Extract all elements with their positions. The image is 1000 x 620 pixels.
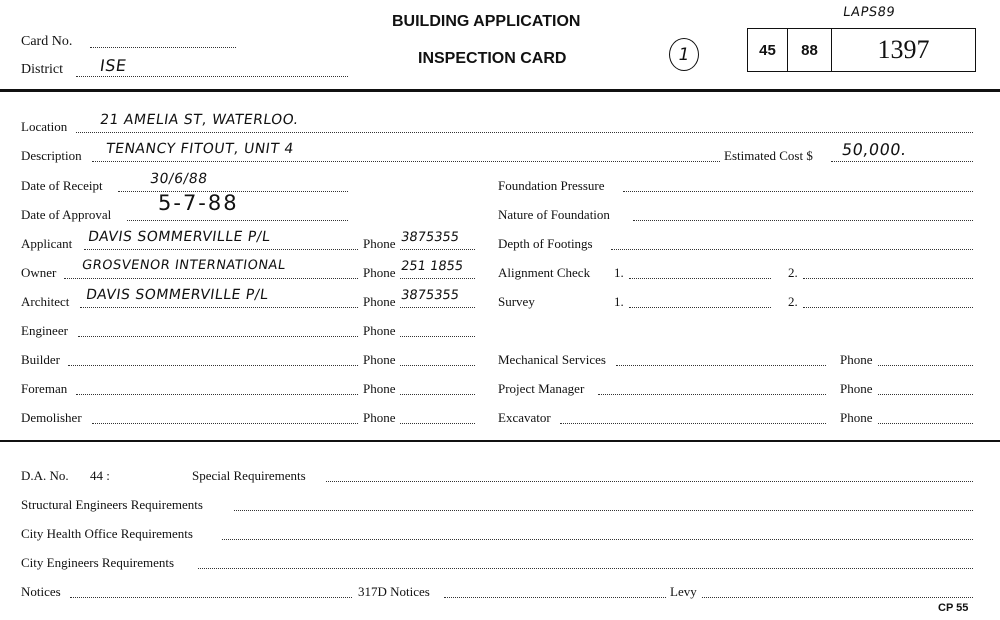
date-of-receipt-label: Date of Receipt: [21, 178, 103, 193]
mechanical-services-field[interactable]: [616, 365, 826, 366]
form-code: CP 55: [938, 602, 969, 614]
owner-field[interactable]: [64, 278, 358, 279]
owner-phone-field[interactable]: [400, 278, 475, 279]
owner-phone-label: Phone: [363, 265, 396, 280]
applicant-phone-field[interactable]: [400, 249, 475, 250]
section-divider: [0, 440, 1000, 442]
engineer-label: Engineer: [21, 323, 68, 338]
owner-label: Owner: [21, 265, 57, 280]
city-engineers-label: City Engineers Requirements: [21, 555, 175, 570]
circled-number: [669, 38, 699, 71]
depth-of-footings-label: Depth of Footings: [498, 236, 593, 251]
project-manager-field[interactable]: [598, 394, 826, 395]
date-of-approval-field[interactable]: [127, 220, 348, 221]
estimated-cost-field[interactable]: [831, 161, 973, 162]
date-of-approval-label: Date of Approval: [21, 207, 112, 222]
da-no-label: D.A. No.: [21, 468, 69, 483]
box-cell-1: 45: [748, 29, 788, 71]
project-manager-phone-field[interactable]: [878, 394, 973, 395]
alignment-check-2-label: 2.: [788, 265, 798, 280]
applicant-phone-label: Phone: [363, 236, 396, 251]
demolisher-field[interactable]: [92, 423, 358, 424]
card-number-box: [747, 28, 976, 72]
survey-1-field[interactable]: [629, 307, 771, 308]
foreman-field[interactable]: [76, 394, 358, 395]
city-engineers-field[interactable]: [198, 568, 973, 569]
foreman-label: Foreman: [21, 381, 68, 396]
special-requirements-field[interactable]: [326, 481, 973, 482]
notices-field[interactable]: [70, 597, 352, 598]
builder-field[interactable]: [68, 365, 358, 366]
location-value: 21 AMELIA ST, WATERLOO.: [98, 112, 300, 128]
engineer-phone-label: Phone: [363, 323, 396, 338]
alignment-check-1-field[interactable]: [629, 278, 771, 279]
survey-2-field[interactable]: [803, 307, 973, 308]
location-label: Location: [21, 119, 68, 134]
description-label: Description: [21, 148, 82, 163]
location-field[interactable]: [76, 132, 973, 133]
alignment-check-2-field[interactable]: [803, 278, 973, 279]
demolisher-label: Demolisher: [21, 410, 82, 425]
box-cell-2: 88: [788, 29, 832, 71]
levy-label: Levy: [670, 584, 697, 599]
demolisher-phone-field[interactable]: [400, 423, 475, 424]
survey-1-label: 1.: [614, 294, 624, 309]
architect-field[interactable]: [80, 307, 358, 308]
engineer-phone-field[interactable]: [400, 336, 475, 337]
survey-2-label: 2.: [788, 294, 798, 309]
engineer-field[interactable]: [78, 336, 358, 337]
foreman-phone-label: Phone: [363, 381, 396, 396]
levy-field[interactable]: [702, 597, 973, 598]
description-value: TENANCY FITOUT, UNIT 4: [104, 141, 295, 157]
corner-note: LAPS89: [841, 5, 897, 20]
architect-phone-value: 3875355: [399, 288, 460, 303]
project-manager-phone-label: Phone: [840, 381, 873, 396]
alignment-check-1-label: 1.: [614, 265, 624, 280]
structural-engineers-label: Structural Engineers Requirements: [21, 497, 203, 512]
foundation-pressure-field[interactable]: [623, 191, 973, 192]
form-title-line1: BUILDING APPLICATION: [392, 13, 581, 30]
builder-phone-field[interactable]: [400, 365, 475, 366]
date-of-receipt-value: 30/6/88: [148, 171, 209, 187]
card-no-label: Card No.: [21, 34, 73, 49]
applicant-value: DAVIS SOMMERVILLE P/L: [86, 229, 272, 245]
applicant-field[interactable]: [84, 249, 358, 250]
applicant-phone-value: 3875355: [399, 230, 460, 245]
box-cell-3: 1397: [877, 35, 930, 64]
demolisher-phone-label: Phone: [363, 410, 396, 425]
builder-phone-label: Phone: [363, 352, 396, 367]
form-title-line2: INSPECTION CARD: [418, 50, 567, 67]
structural-engineers-field[interactable]: [234, 510, 973, 511]
circled-number-text: 1: [678, 44, 690, 65]
owner-phone-value: 251 1855: [399, 259, 465, 274]
da-no-value: 44 :: [90, 468, 110, 483]
architect-phone-label: Phone: [363, 294, 396, 309]
mechanical-services-phone-field[interactable]: [878, 365, 973, 366]
excavator-phone-label: Phone: [840, 410, 873, 425]
estimated-cost-label: Estimated Cost $: [724, 148, 813, 163]
nature-of-foundation-field[interactable]: [633, 220, 973, 221]
card-no-field[interactable]: [90, 47, 236, 48]
survey-label: Survey: [498, 294, 535, 309]
foreman-phone-field[interactable]: [400, 394, 475, 395]
mechanical-services-phone-label: Phone: [840, 352, 873, 367]
district-label: District: [21, 62, 63, 77]
notices-label: Notices: [21, 584, 61, 599]
estimated-cost-value: 50,000.: [840, 140, 908, 159]
city-health-field[interactable]: [222, 539, 973, 540]
district-value: ISE: [98, 56, 128, 75]
notices-317d-field[interactable]: [444, 597, 666, 598]
special-requirements-label: Special Requirements: [192, 468, 306, 483]
nature-of-foundation-label: Nature of Foundation: [498, 207, 610, 222]
owner-value: GROSVENOR INTERNATIONAL: [80, 258, 287, 273]
header-divider: [0, 89, 1000, 92]
applicant-label: Applicant: [21, 236, 73, 251]
architect-phone-field[interactable]: [400, 307, 475, 308]
mechanical-services-label: Mechanical Services: [498, 352, 606, 367]
architect-label: Architect: [21, 294, 70, 309]
excavator-field[interactable]: [560, 423, 826, 424]
notices-317d-label: 317D Notices: [358, 584, 430, 599]
date-of-approval-value: 5-7-88: [158, 191, 239, 215]
excavator-label: Excavator: [498, 410, 551, 425]
foundation-pressure-label: Foundation Pressure: [498, 178, 605, 193]
district-field[interactable]: [76, 76, 348, 77]
description-field[interactable]: [92, 161, 720, 162]
depth-of-footings-field[interactable]: [611, 249, 973, 250]
excavator-phone-field[interactable]: [878, 423, 973, 424]
alignment-check-label: Alignment Check: [498, 265, 591, 280]
city-health-label: City Health Office Requirements: [21, 526, 193, 541]
project-manager-label: Project Manager: [498, 381, 585, 396]
architect-value: DAVIS SOMMERVILLE P/L: [84, 287, 270, 303]
builder-label: Builder: [21, 352, 60, 367]
